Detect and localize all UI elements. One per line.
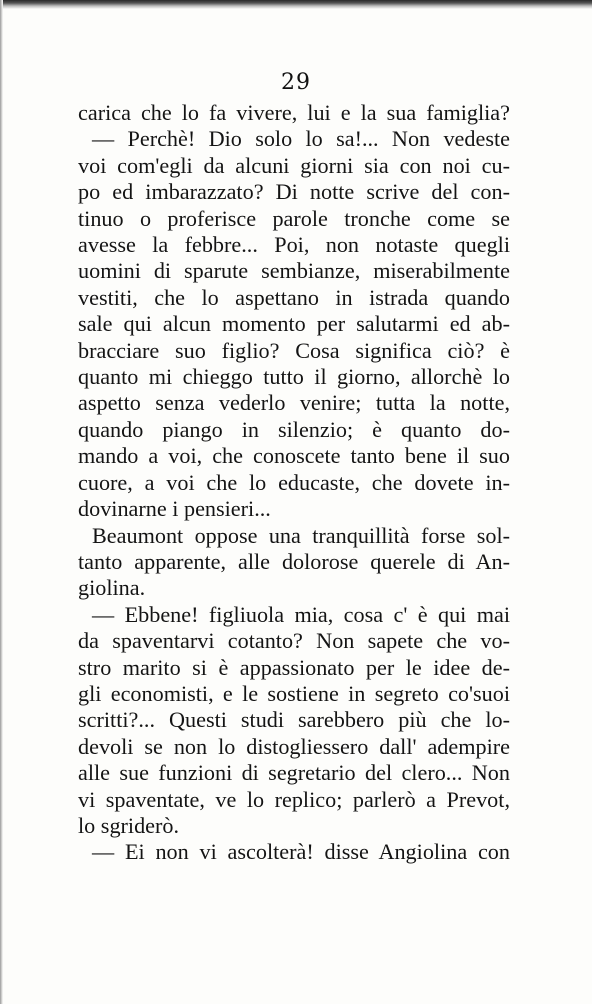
text-line: tinuo o proferisce parole tronche come se: [78, 205, 510, 231]
text-line: voi com'egli da alcuni giorni sia con noi cu-: [78, 152, 510, 178]
text-line: sale qui alcun momento per salutarmi ed ab-: [78, 311, 510, 337]
text-line: po ed imbarazzato? Di notte scrive del con-: [78, 179, 510, 205]
text-line: dovinarne i pensieri...: [78, 496, 271, 522]
text-line: gli economisti, e le sostiene in segreto co'suoi: [78, 680, 510, 706]
text-line: da spaventarvi cotanto? Non sapete che vo-: [78, 628, 510, 654]
text-line: vi spaventate, ve lo replico; parlerò a Prevot,: [78, 786, 510, 812]
text-line: — Ebbene! figliuola mia, cosa c' è qui mai: [92, 601, 510, 627]
text-line: stro marito si è appassionato per le idee de-: [78, 654, 510, 680]
text-line: alle sue funzioni di segretario del clero... Non: [78, 760, 510, 786]
text-line: vestiti, che lo aspettano in istrada quando: [78, 284, 510, 310]
text-line: lo sgriderò.: [78, 812, 180, 838]
page-left-edge: [0, 0, 3, 1004]
text-line: — Ei non vi ascolterà! disse Angiolina con: [92, 839, 510, 865]
text-line: devoli se non lo distogliessero dall' adempire: [78, 733, 510, 759]
text-line: cuore, a voi che lo educaste, che dovete in-: [78, 469, 510, 495]
page-top-edge: [0, 0, 592, 9]
text-line: bracciare suo figlio? Cosa significa ciò? è: [78, 337, 510, 363]
text-line: mando a voi, che conoscete tanto bene il suo: [78, 443, 510, 469]
text-line: carica che lo fa vivere, lui e la sua famiglia?: [78, 100, 510, 125]
text-line: Beaumont oppose una tranquillità forse sol-: [92, 522, 510, 548]
text-line: scritti?... Questi studi sarebbero più che lo-: [78, 707, 510, 733]
text-line: uomini di sparute sembianze, miserabilmente: [78, 258, 510, 284]
text-line: aspetto senza vederlo venire; tutta la notte,: [78, 390, 510, 416]
text-line: tanto apparente, alle dolorose querele di An-: [78, 548, 510, 574]
text-line: — Perchè! Dio solo lo sa!... Non vedeste: [92, 126, 510, 152]
text-line: quando piango in silenzio; è quanto do-: [78, 416, 510, 442]
text-line: giolina.: [78, 575, 146, 601]
text-line: quanto mi chieggo tutto il giorno, allorchè lo: [78, 364, 510, 390]
text-line: avesse la febbre... Poi, non notaste quegli: [78, 232, 510, 258]
body-text: [78, 100, 510, 866]
page-number: 29: [281, 70, 311, 95]
